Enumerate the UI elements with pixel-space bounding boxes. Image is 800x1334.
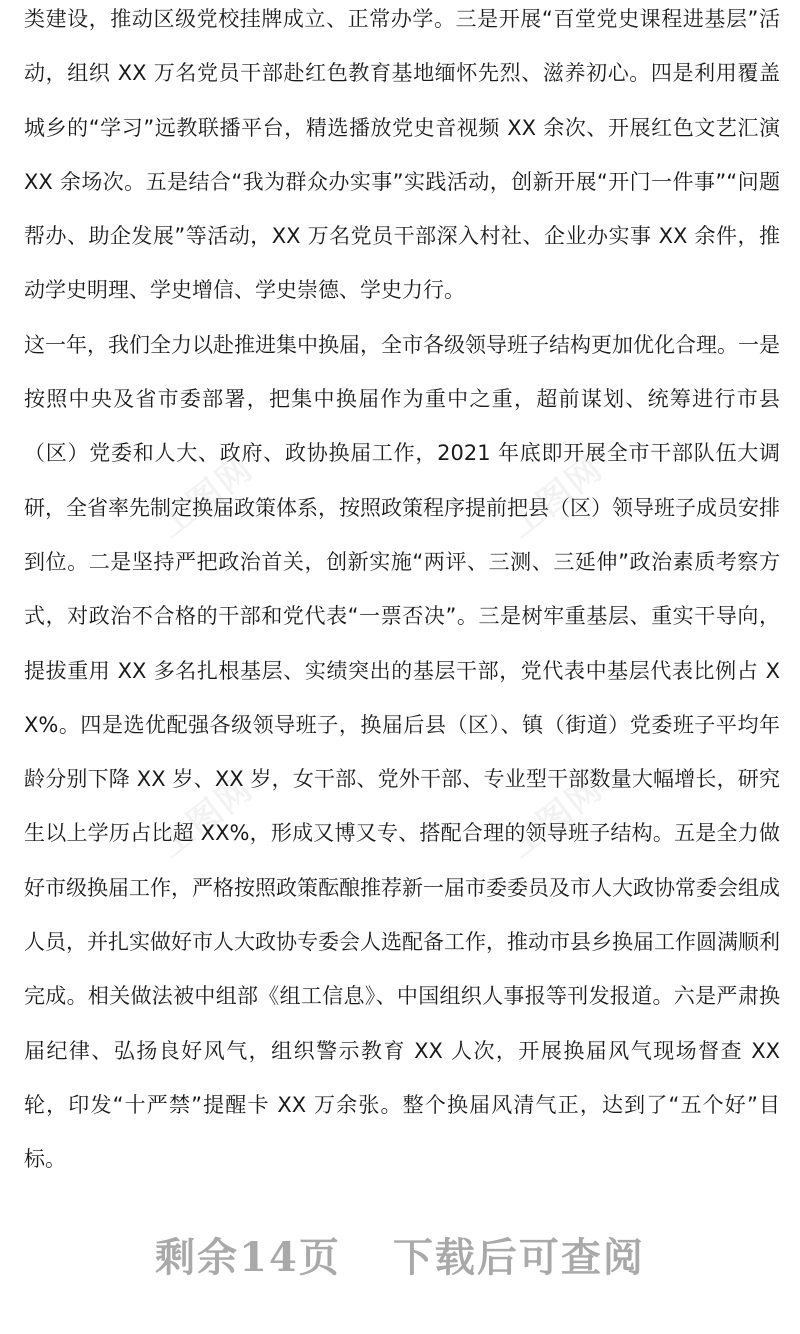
download-hint-text: 下载后可查阅 [392,1234,645,1281]
document-body [24,0,780,1187]
paragraph-leadership-transition: 这一年，我们全力以赴推进集中换届，全市各级领导班子结构更加优化合理。一是按照中央及省市委部署，把集中换届作为重中之重，超前谋划、统筹进行市县（区）党委和人大、政府、政协换届工作，2021 年底即开展全市干部队伍大调研，全省率先制定换届政策体系，按照政策程序提前把县（区）领导班子成员安排到位。二是坚持严把政治首关，创新实施“两评、三测、三延伸”政治素质考察方式，对政治不合格的干部和党代表“一票否决”。三是树牢重基层、重实干导向，提拔重用 XX 多名扎根基层、实绩突出的基层干部，党代表中基层代表比例占 XX%。四是选优配强各级领导班子，换届后县（区）、镇（街道）党委班子平均年龄分别下降 XX 岁、XX 岁，女干部、党外干部、专业型干部数量大幅增长，研究生以上学历占比超 XX%，形成又博又专、搭配合理的领导班子结构。五是全力做好市级换届工作，严格按照政策酝酿推荐新一届市委委员及市人大政协常委会组成人员，并扎实做好市人大政协专委会人选配备工作，推动市县乡换届工作圆满顺利完成。相关做法被中组部《组工信息》、中国组织人事报等刊发报道。六是严肃换届纪律、弘扬良好风气，组织警示教育 XX 人次，开展换届风气现场督查 XX 轮，印发“十严禁”提醒卡 XX 万余张。整个换届风清气正，达到了“五个好”目标。 [24,332,780,1172]
download-prompt-banner [0,1226,800,1283]
watermark: 工图网 [501,768,612,867]
watermark: 工图网 [151,768,262,867]
remaining-pages-text: 剩余14页 [155,1234,341,1281]
paragraph-party-history-education: 类建设，推动区级党校挂牌成立、正常办学。三是开展“百堂党史课程进基层”活动，组织 XX 万名党员干部赴红色教育基地缅怀先烈、滋养初心。四是利用覆盖城乡的“学习”远教联播平台，精选播放党史音视频 XX 余次、开展红色文艺汇演 XX 余场次。五是结合“我为群众办实事”实践活动，创新开展“开门一件事”“问题帮办、助企发展”等活动，XX 万名党员干部深入村社、企业办实事 XX 余件，推动学史明理、学史增信、学史崇德、学史力行。 [24,7,780,303]
watermark: 工图网 [501,448,612,547]
watermark: 工图网 [151,448,262,547]
